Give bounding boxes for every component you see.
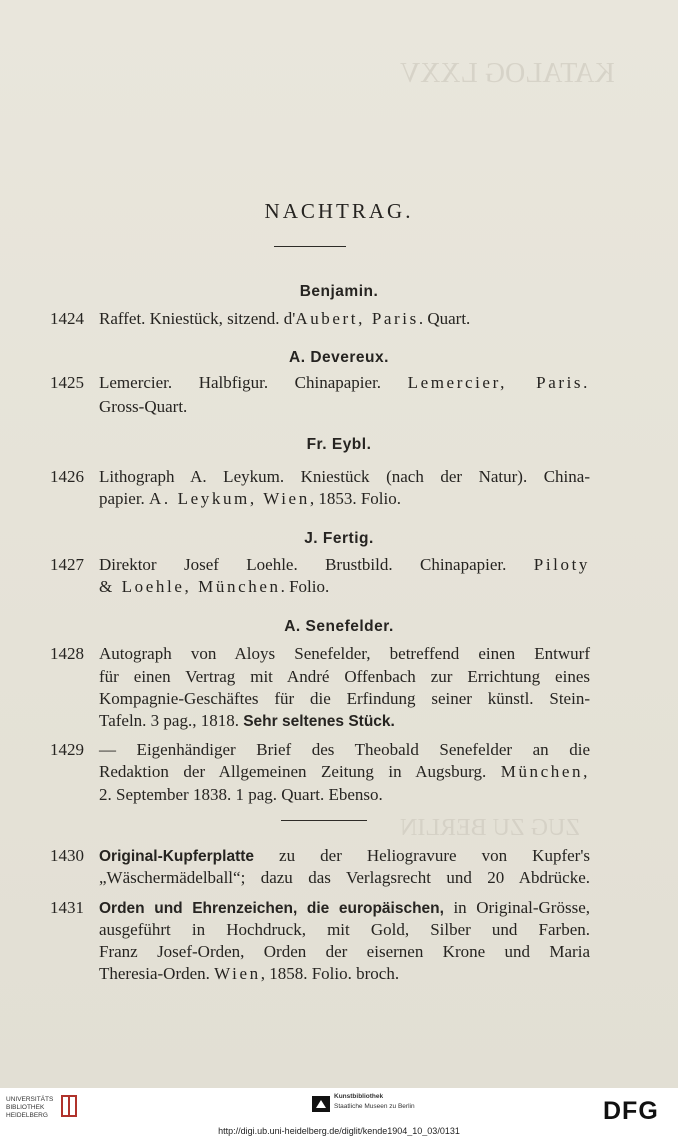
entry-line: Direktor Josef Loehle. Brustbild. Chinapapier. Piloty [99,555,590,574]
lot-number: 1427 [50,555,84,574]
entry-line: Theresia-Orden. Wien, 1858. Folio. broch. [99,964,400,983]
lot-number: 1431 [50,898,84,917]
entry-line: für einen Vertrag mit André Offenbach zur Errichtung eines [99,667,590,686]
entry-line: Lithograph A. Leykum. Kniestück (nach der Natur). China- [99,467,590,486]
lot-number: 1426 [50,467,84,486]
entry-line: Original-Kupferplatte zu der Heliogravure von Kupfer's [99,846,590,865]
dfg-logo: DFG [603,1097,659,1125]
entry-line: Redaktion der Allgemeinen Zeitung in Augsburg. München, [99,762,590,781]
lot-number: 1425 [50,373,84,392]
entry-line: Lemercier. Halbfigur. Chinapapier. Lemercier, Paris. [99,373,590,392]
entry-line: Orden und Ehrenzeichen, die europäischen, in Original-Grösse, [99,898,590,917]
kunstbibliothek-logo-icon [312,1096,330,1112]
lot-number: 1424 [50,309,84,328]
page-url-link[interactable]: http://digi.ub.uni-heidelberg.de/diglit/kende1904_10_03/0131 [218,1126,460,1136]
bleed-through-heading: KATALOG LXXV [400,58,615,89]
artist-heading: J. Fertig. [304,530,374,547]
lot-number: 1429 [50,740,84,759]
bleed-through-heading-2: ZUG ZU BERLIN [400,815,580,841]
artist-heading: Fr. Eybl. [306,436,372,453]
kunstbibliothek-subtitle: Staatliche Museen zu Berlin [334,1103,415,1110]
entry-line: Franz Josef-Orden, Orden der eisernen Krone und Maria [99,942,590,961]
entry-line: Raffet. Kniestück, sitzend. d'Aubert, Paris. Quart. [99,309,471,328]
entry-line: — Eigenhändiger Brief des Theobald Senefelder an die [99,740,590,759]
entry-line: papier. A. Leykum, Wien, 1853. Folio. [99,489,401,508]
entry-line: 2. September 1838. 1 pag. Quart. Ebenso. [99,785,383,804]
entry-line: Gross-Quart. [99,397,188,416]
entry-line: „Wäschermädelball“; dazu das Verlagsrecht und 20 Abdrücke. [99,868,590,887]
entry-line: Autograph von Aloys Senefelder, betreffend einen Entwurf [99,644,590,663]
entry-line: Tafeln. 3 pag., 1818. Sehr seltenes Stück. [99,711,395,730]
page-heading: NACHTRAG. [264,199,414,223]
lot-number: 1430 [50,846,84,865]
university-logo-icon [60,1094,80,1120]
footer-bar [0,1088,678,1136]
artist-heading: Benjamin. [299,283,379,300]
entry-line: Kompagnie-Geschäftes für die Erfindung seiner künstl. Stein- [99,689,590,708]
kunstbibliothek-title: Kunstbibliothek [334,1093,384,1100]
artist-heading: A. Senefelder. [284,618,394,635]
university-library-label: UNIVERSITÄTS BIBLIOTHEK HEIDELBERG [6,1096,54,1119]
heading-rule [274,246,346,247]
artist-heading: A. Devereux. [289,349,389,366]
entry-line: & Loehle, München. Folio. [99,577,330,596]
lot-number: 1428 [50,644,84,663]
entry-line: ausgeführt in Hochdruck, mit Gold, Silber und Farben. [99,920,590,939]
section-rule [281,820,367,821]
